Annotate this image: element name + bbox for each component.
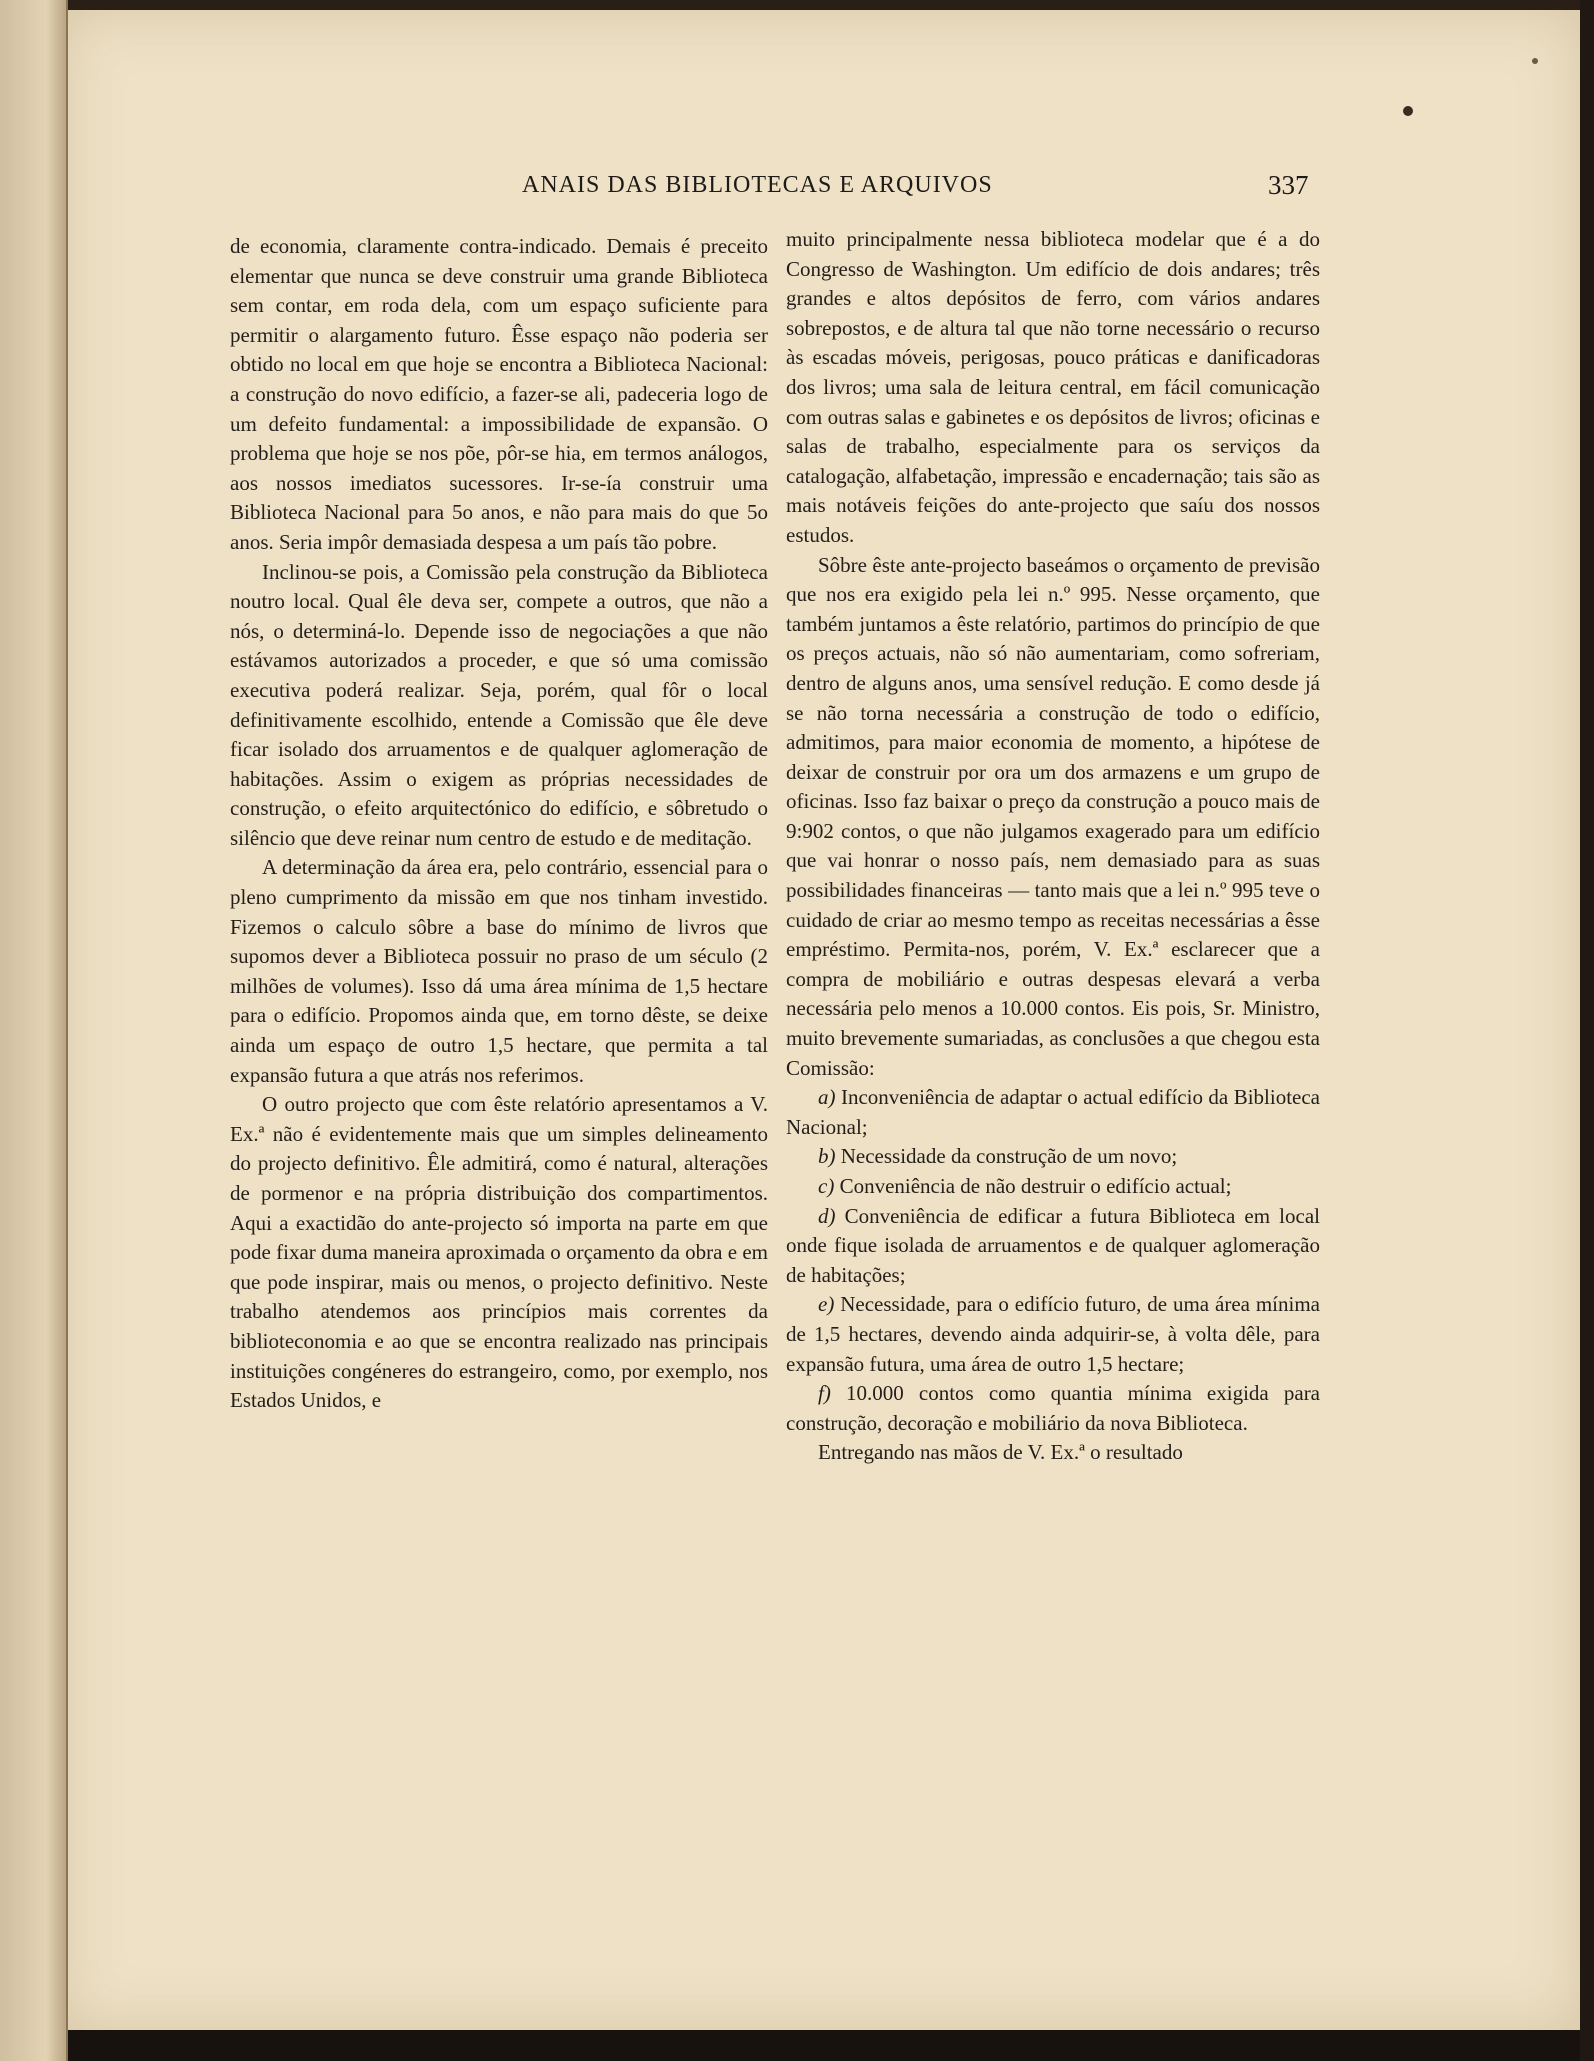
scan-right-border [1580, 0, 1594, 2061]
paragraph: Inclinou-se pois, a Comissão pela construção da Biblioteca noutro local. Qual êle deva ser, compete a outros, que não a nós, o determiná-lo. Depende isso de negociações a que não estávamos autorizados a proceder, e que só uma comissão executiva poderá realizar. Seja, porém, qual fôr o local definitivamente escolhido, entende a Comissão que êle deve ficar isolado dos arruamentos e de qualquer aglomeração de habitações. Assim o exigem as próprias necessidades de construção, o efeito arquitectónico do edifício, e sôbretudo o silêncio que deve reinar num centro de estudo e de meditação. [230, 559, 768, 850]
item-label: b) [818, 1144, 836, 1169]
item-label: f) [818, 1381, 831, 1406]
conclusion-item [786, 1083, 1320, 1142]
right-text-column [786, 225, 1320, 1468]
continued-paragraph: muito principalmente nessa biblioteca modelar que é a do Congresso de Washington. Um edifício de dois andares; três grandes e altos depósitos de ferro, com vários andares sobrepostos, e de altura tal que não torne necessário o recurso às escadas móveis, perigosas, pouco práticas e danificadoras dos livros; uma sala de leitura central, em fácil comunicação com outras salas e gabinetes e os depósitos de livros; oficinas e salas de trabalho, especialmente para os serviços da catalogação, alfabetação, impressão e encadernação; tais são as mais notáveis feições do ante-projecto que saíu dos nossos estudos. [786, 227, 1320, 547]
continued-paragraph: de economia, claramente contra-indicado. Demais é preceito elementar que nunca se deve construir uma grande Biblioteca sem contar, em roda dela, com um espaço suficiente para permitir o alargamento futuro. Êsse espaço não poderia ser obtido no local em que hoje se encontra a Biblioteca Nacional: a construção do novo edifício, a fazer-se ali, padeceria logo de um defeito fundamental: a impossibilidade de expansão. O problema que hoje se nos põe, pôr-se hia, em termos análogos, aos nossos imediatos sucessores. Ir-se-ía construir uma Biblioteca Nacional para 5o anos, e não para mais do que 5o anos. Seria impôr demasiada despesa a um país tão pobre. [230, 234, 768, 554]
item-label: c) [818, 1174, 835, 1198]
running-header: ANAIS DAS BIBLIOTECAS E ARQUIVOS [522, 172, 993, 198]
item-label: d) [818, 1203, 836, 1228]
item-label: e) [818, 1292, 835, 1317]
ink-spot [1403, 106, 1413, 116]
item-text: Inconveniência de adaptar o actual edifício da Biblioteca Nacional; [786, 1085, 1320, 1139]
item-text: 10.000 contos como quantia mínima exigida para construção, decoração e mobiliário da nova Biblioteca. [786, 1381, 1321, 1435]
conclusion-item [786, 1172, 1320, 1202]
paragraph: Entregando nas mãos de V. Ex.ª o resultado [818, 1440, 1183, 1465]
paragraph: Sôbre êste ante-projecto baseámos o orçamento de previsão que nos era exigido pela lei n.º 995. Nesse orçamento, que também juntamos a êste relatório, partimos do princípio de que os preços actuais, não só não aumentariam, como sofreriam, dentro de alguns anos, uma sensível redução. E como desde já se não torna necessária a construção de todo o edifício, admitimos, para maior economia de momento, a hipótese de deixar de construir por ora um dos armazens e um grupo de oficinas. Isso faz baixar o preço da construção a pouco mais de 9:902 contos, o que não julgamos exagerado para um edifício que vai honrar o nosso país, nem demasiado para as suas possibilidades financeiras — tanto mais que a lei n.º 995 teve o cuidado de criar ao mesmo tempo as receitas necessárias a êsse empréstimo. Permita-nos, porém, V. Ex.ª esclarecer que a compra de mobiliário e outras despesas elevará a verba necessária pelo menos a 10.000 contos. Eis pois, Sr. Ministro, muito brevemente sumariadas, as conclusões a que chegou esta Comissão: [786, 552, 1320, 1080]
conclusion-item [786, 1379, 1320, 1438]
previous-page-edge [0, 0, 68, 2061]
conclusion-item [786, 1202, 1320, 1291]
item-label: a) [818, 1085, 836, 1110]
left-text-column [230, 232, 768, 1416]
item-text: Conveniência de não destruir o edifício actual; [839, 1174, 1232, 1198]
conclusion-item [786, 1290, 1320, 1379]
paper-speck [1532, 58, 1538, 64]
paragraph: A determinação da área era, pelo contrário, essencial para o pleno cumprimento da missão em que nos tinham investido. Fizemos o calculo sôbre a base do mínimo de livros que supomos dever a Biblioteca possuir no praso de um século (2 milhões de volumes). Isso dá uma área mínima de 1,5 hectare para o edifício. Propomos ainda que, em torno dêste, se deixe ainda um espaço de outro 1,5 hectare, que permita a tal expansão futura a que atrás nos referimos. [230, 855, 768, 1087]
paragraph: O outro projecto que com êste relatório apresentamos a V. Ex.ª não é evidentemente mais que um simples delineamento do projecto definitivo. Êle admitirá, como é natural, alterações de pormenor e na própria distribuição dos compartimentos. Aqui a exactidão do ante-projecto só importa na parte em que pode fixar duma maneira aproximada o orçamento da obra e em que pode inspirar, mais ou menos, o projecto definitivo. Neste trabalho atendemos aos princípios mais correntes da biblioteconomia e ao que se encontra realizado nas principais instituições congéneres do estrangeiro, como, por exemplo, nos Estados Unidos, e [230, 1092, 768, 1413]
item-text: Necessidade, para o edifício futuro, de uma área mínima de 1,5 hectares, devendo ainda adquirir-se, à volta dêle, para expansão futura, uma área de outro 1,5 hectare; [786, 1292, 1321, 1376]
item-text: Necessidade da construção de um novo; [840, 1144, 1178, 1169]
conclusion-item [786, 1142, 1320, 1172]
item-text: Conveniência de edificar a futura Biblioteca em local onde fique isolada de arruamentos e de qualquer aglomeração de habitações; [786, 1203, 1320, 1287]
page-number: 337 [1268, 170, 1309, 200]
